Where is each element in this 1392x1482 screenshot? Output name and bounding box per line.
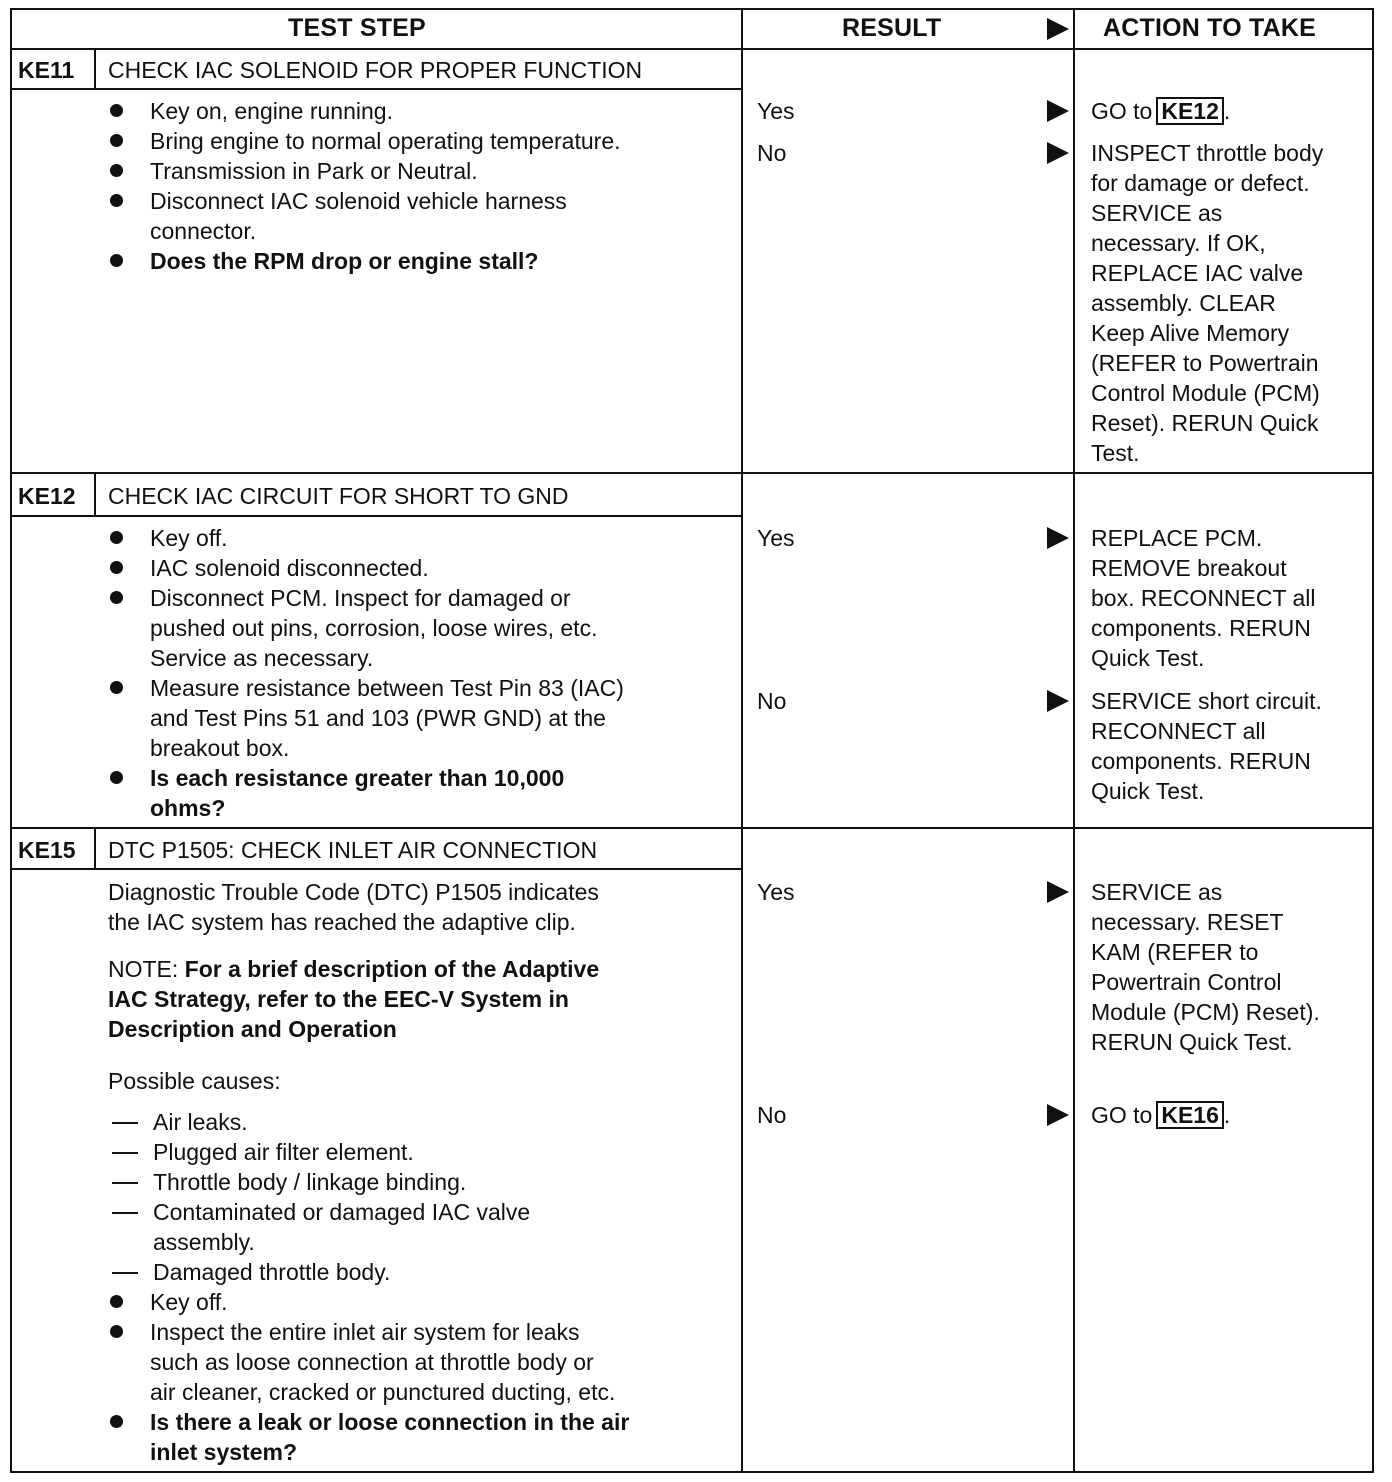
ke12-step-3-cont: pushed out pins, corrosion, loose wires, etc. [150, 615, 598, 641]
ke12-yes-action-line: REMOVE breakout [1091, 555, 1287, 581]
bullet-icon [110, 1415, 123, 1428]
ke11-result-yes: Yes [757, 98, 795, 124]
ke12-yes-action-line: Quick Test. [1091, 645, 1205, 671]
ke12-yes-action-line: box. RECONNECT all [1091, 585, 1316, 611]
ke15-yes-action-line: Module (PCM) Reset). [1091, 999, 1320, 1025]
ke15-title: DTC P1505: CHECK INLET AIR CONNECTION [108, 837, 598, 863]
table-bottom-border [10, 1471, 1374, 1473]
dash-icon [112, 1212, 138, 1214]
ke15-code: KE15 [18, 837, 76, 863]
ke11-no-action-line: Test. [1091, 440, 1140, 466]
dash-icon [112, 1122, 138, 1124]
bullet-icon [110, 591, 123, 604]
table-top-border [10, 8, 1374, 10]
result-column-divider [741, 8, 743, 1473]
ke11-result-no: No [757, 140, 787, 166]
ke15-result-no: No [757, 1102, 787, 1128]
ke12-step-3-cont: Service as necessary. [150, 645, 374, 671]
ke12-step-4-cont: breakout box. [150, 735, 290, 761]
ke15-code-separator [94, 827, 96, 870]
ke15-intro-line-1: Diagnostic Trouble Code (DTC) P1505 indicates [108, 879, 599, 905]
ke12-no-action-line: components. RERUN [1091, 748, 1311, 774]
ke15-no-action-suffix: . [1223, 1102, 1231, 1128]
ke15-intro-line-2: the IAC system has reached the adaptive clip. [108, 909, 576, 935]
ke15-yes-action-line: Powertrain Control [1091, 969, 1282, 995]
ke11-question: Does the RPM drop or engine stall? [150, 248, 539, 274]
header-result: RESULT [842, 14, 942, 42]
table-right-border [1372, 8, 1374, 1473]
ke12-result-yes: Yes [757, 525, 795, 551]
ke12-code: KE12 [18, 483, 76, 509]
header-test-step: TEST STEP [288, 14, 426, 42]
ke12-code-separator [94, 472, 96, 517]
ke15-question: Is there a leak or loose connection in the air [150, 1409, 630, 1435]
action-column-divider [1073, 8, 1075, 1473]
ke11-code: KE11 [18, 57, 75, 83]
header-action: ACTION TO TAKE [1103, 14, 1316, 42]
arrow-right-icon [1047, 142, 1069, 164]
ke12-title-underline [10, 515, 741, 517]
bullet-icon [110, 134, 123, 147]
ke12-result-no: No [757, 688, 787, 714]
ke15-step-2: Inspect the entire inlet air system for leaks [150, 1319, 580, 1345]
ke11-no-action [1091, 138, 1323, 468]
bullet-icon [110, 531, 123, 544]
ke12-question-cont: ohms? [150, 795, 226, 821]
ke11-no-action-line: INSPECT throttle body [1091, 140, 1324, 166]
ke15-note-text: For a brief description of the Adaptive [184, 956, 600, 982]
ke12-step-1: Key off. [150, 525, 228, 551]
ke15-yes-action [1091, 877, 1320, 1057]
ke16-reference[interactable]: KE16 [1156, 1101, 1224, 1129]
dash-icon [112, 1152, 138, 1154]
arrow-right-icon [1047, 1104, 1069, 1126]
ke15-cause-5: Damaged throttle body. [153, 1259, 391, 1285]
ke11-title: CHECK IAC SOLENOID FOR PROPER FUNCTION [108, 57, 643, 83]
ke11-no-action-line: Reset). RERUN Quick [1091, 410, 1319, 436]
ke12-step-4-cont: and Test Pins 51 and 103 (PWR GND) at the [150, 705, 606, 731]
ke15-result-yes: Yes [757, 879, 795, 905]
ke15-yes-action-line: KAM (REFER to [1091, 939, 1259, 965]
ke11-step-2: Bring engine to normal operating temperature. [150, 128, 621, 154]
ke12-yes-action [1091, 523, 1316, 673]
ke15-cause-1: Air leaks. [153, 1109, 248, 1135]
ke11-no-action-line: Control Module (PCM) [1091, 380, 1320, 406]
table-left-border [10, 8, 12, 1473]
ke12-no-action-line: RECONNECT all [1091, 718, 1266, 744]
ke11-no-action-line: Keep Alive Memory [1091, 320, 1290, 346]
ke15-no-action [1091, 1100, 1230, 1130]
ke15-step-2-cont: air cleaner, cracked or punctured ducting, etc. [150, 1379, 616, 1405]
ke15-cause-2: Plugged air filter element. [153, 1139, 414, 1165]
header-divider [10, 48, 1374, 50]
ke11-step-1: Key on, engine running. [150, 98, 393, 124]
ke11-yes-action [1091, 96, 1230, 126]
ke11-yes-action-prefix: GO to [1091, 98, 1153, 124]
ke15-note-line-3: Description and Operation [108, 1016, 397, 1042]
ke12-no-action [1091, 686, 1322, 806]
ke11-no-action-line: (REFER to Powertrain [1091, 350, 1319, 376]
ke11-step-4-cont: connector. [150, 218, 257, 244]
ke12-step-4: Measure resistance between Test Pin 83 (IAC) [150, 675, 624, 701]
ke15-step-1: Key off. [150, 1289, 228, 1315]
ke11-no-action-line: assembly. CLEAR [1091, 290, 1276, 316]
arrow-right-icon [1047, 690, 1069, 712]
ke15-yes-action-line: RERUN Quick Test. [1091, 1029, 1293, 1055]
ke11-no-action-line: for damage or defect. [1091, 170, 1310, 196]
ke15-cause-4-cont: assembly. [153, 1229, 255, 1255]
ke12-yes-action-line: components. RERUN [1091, 615, 1311, 641]
bullet-icon [110, 194, 123, 207]
dash-icon [112, 1272, 138, 1274]
bullet-icon [110, 681, 123, 694]
bullet-icon [110, 1325, 123, 1338]
ke12-title: CHECK IAC CIRCUIT FOR SHORT TO GND [108, 483, 569, 509]
bullet-icon [110, 771, 123, 784]
ke15-question-cont: inlet system? [150, 1439, 297, 1465]
ke11-no-action-line: necessary. If OK, [1091, 230, 1266, 256]
bullet-icon [110, 254, 123, 267]
dash-icon [112, 1182, 138, 1184]
arrow-right-icon [1047, 881, 1069, 903]
ke15-note-line-2: IAC Strategy, refer to the EEC-V System in [108, 986, 569, 1012]
ke15-no-action-prefix: GO to [1091, 1102, 1153, 1128]
ke15-note-label: NOTE: [108, 956, 179, 982]
ke15-yes-action-line: necessary. RESET [1091, 909, 1284, 935]
ke12-yes-action-line: REPLACE PCM. [1091, 525, 1263, 551]
bullet-icon [110, 561, 123, 574]
ke15-note-line-1 [108, 954, 599, 984]
bullet-icon [110, 1295, 123, 1308]
ke15-causes-label: Possible causes: [108, 1068, 281, 1094]
ke15-title-underline [10, 868, 741, 870]
ke11-no-action-line: REPLACE IAC valve [1091, 260, 1304, 286]
ke12-step-2: IAC solenoid disconnected. [150, 555, 429, 581]
ke12-no-action-line: Quick Test. [1091, 778, 1205, 804]
ke12-step-3: Disconnect PCM. Inspect for damaged or [150, 585, 571, 611]
ke11-code-separator [94, 48, 96, 90]
bullet-icon [110, 104, 123, 117]
ke11-title-underline [10, 88, 741, 90]
bullet-icon [110, 164, 123, 177]
ke12-question: Is each resistance greater than 10,000 [150, 765, 565, 791]
ke15-step-2-cont: such as loose connection at throttle body or [150, 1349, 594, 1375]
ke11-no-action-line: SERVICE as [1091, 200, 1223, 226]
section-divider-ke12 [10, 472, 1374, 474]
ke15-yes-action-line: SERVICE as [1091, 879, 1223, 905]
ke12-no-action-line: SERVICE short circuit. [1091, 688, 1322, 714]
ke11-step-4: Disconnect IAC solenoid vehicle harness [150, 188, 567, 214]
arrow-right-icon [1047, 100, 1069, 122]
header-arrow-icon [1047, 18, 1069, 40]
ke12-reference[interactable]: KE12 [1156, 97, 1224, 125]
arrow-right-icon [1047, 527, 1069, 549]
ke11-step-3: Transmission in Park or Neutral. [150, 158, 478, 184]
ke15-cause-3: Throttle body / linkage binding. [153, 1169, 467, 1195]
ke15-cause-4: Contaminated or damaged IAC valve [153, 1199, 531, 1225]
section-divider-ke15 [10, 827, 1374, 829]
ke11-yes-action-suffix: . [1223, 98, 1231, 124]
